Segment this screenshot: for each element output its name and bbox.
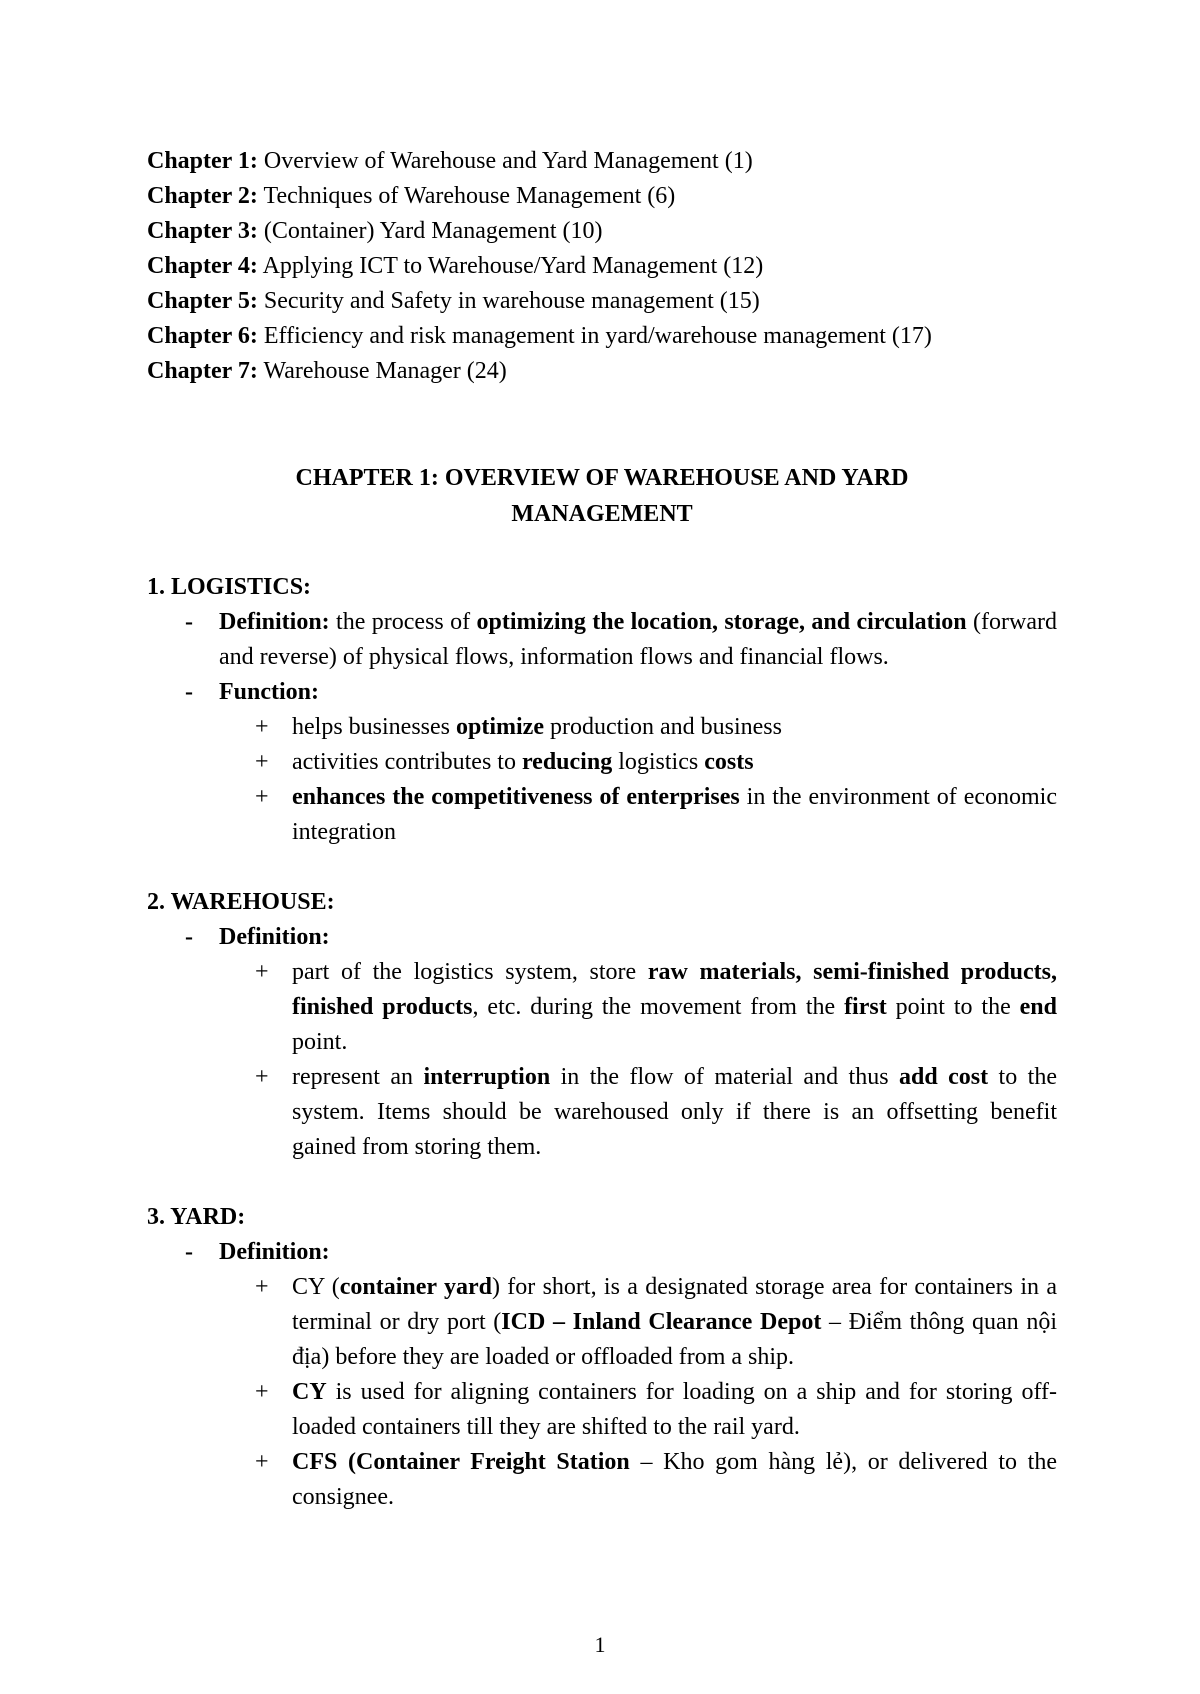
toc-entry: Chapter 6: Efficiency and risk management in yard/warehouse management (17): [147, 323, 932, 349]
function-item: + activities contributes to reducing logistics costs: [147, 745, 1057, 780]
section-heading-yard: 3. YARD:: [147, 1204, 246, 1230]
plus-marker: +: [255, 714, 269, 740]
toc-entry: Chapter 2: Techniques of Warehouse Management (6): [147, 183, 676, 209]
dash-marker: -: [185, 924, 193, 950]
plus-marker: +: [255, 1274, 269, 1300]
section-heading-warehouse: 2. WAREHOUSE:: [147, 889, 335, 915]
section-heading-logistics: 1. LOGISTICS:: [147, 574, 312, 600]
definition-item: + CFS (Container Freight Station – Kho gom hàng lẻ), or delivered to the consignee.: [147, 1445, 1057, 1515]
chapter-title: CHAPTER 1: OVERVIEW OF WAREHOUSE AND YARD MANAGEMENT: [295, 465, 909, 527]
chapter-body: [147, 570, 1057, 1515]
warehouse-definition: - Definition:: [147, 920, 1057, 955]
spacer: [147, 1165, 1057, 1200]
function-item: + helps businesses optimize production and business: [147, 710, 1057, 745]
plus-marker: +: [255, 749, 269, 775]
toc-entry: Chapter 3: (Container) Yard Management (10): [147, 218, 603, 244]
logistics-function: - Function:: [147, 675, 1057, 710]
plus-marker: +: [255, 1379, 269, 1405]
toc-entry: Chapter 4: Applying ICT to Warehouse/Yard Management (12): [147, 253, 764, 279]
definition-item: + CY is used for aligning containers for loading on a ship and for storing off-loaded containers till they are shifted to the rail yard.: [147, 1375, 1057, 1445]
plus-marker: +: [255, 959, 269, 985]
yard-definition: - Definition:: [147, 1235, 1057, 1270]
plus-marker: +: [255, 1064, 269, 1090]
dash-marker: -: [185, 1239, 193, 1265]
logistics-definition: - Definition: the process of optimizing the location, storage, and circulation (forward and reverse) of physical flows, information flows and financial flows.: [147, 605, 1057, 675]
plus-marker: +: [255, 784, 269, 810]
definition-item: + CY (container yard) for short, is a designated storage area for containers in a terminal or dry port (ICD – Inland Clearance Depot – Điểm thông quan nội địa) before they are loaded or offloaded from a ship.: [147, 1270, 1057, 1375]
toc-entry: Chapter 1: Overview of Warehouse and Yard Management (1): [147, 148, 753, 174]
spacer: [147, 850, 1057, 885]
function-item: + enhances the competitiveness of enterprises in the environment of economic integration: [147, 780, 1057, 850]
page-number: 1: [594, 1632, 606, 1657]
dash-marker: -: [185, 609, 193, 635]
plus-marker: +: [255, 1449, 269, 1475]
toc-entry: Chapter 5: Security and Safety in warehouse management (15): [147, 288, 760, 314]
definition-item: + represent an interruption in the flow of material and thus add cost to the system. Items should be warehoused only if there is an offsetting benefit gained from storing them.: [147, 1060, 1057, 1165]
table-of-contents: [147, 144, 1107, 389]
definition-item: + part of the logistics system, store raw materials, semi-finished products, finished products, etc. during the movement from the first point to the end point.: [147, 955, 1057, 1060]
dash-marker: -: [185, 679, 193, 705]
toc-entry: Chapter 7: Warehouse Manager (24): [147, 358, 507, 384]
